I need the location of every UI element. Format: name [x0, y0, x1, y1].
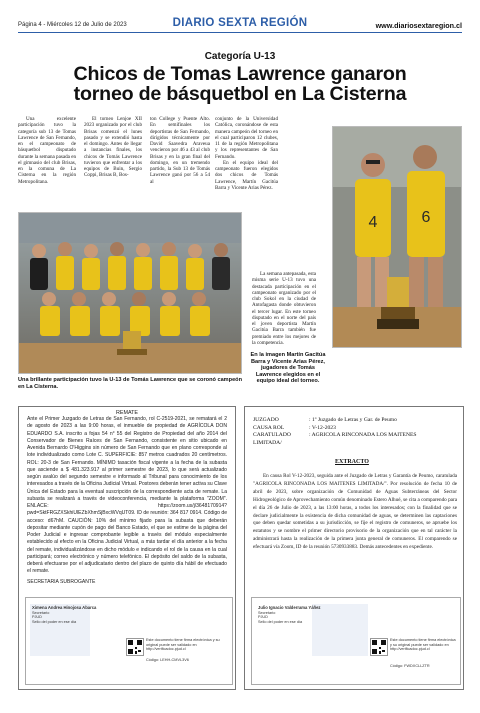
team-photo — [18, 212, 242, 374]
extracto-verify-text: Este documento tiene firma electrónica y su original puede ser validado en http://verificadoc.pjud.cl — [390, 638, 456, 652]
article-column-3: ton College y Puente Alto. En semifinales los deportistas de San Fernando, dirigidos técnicamente por David Saavedra Araveua vencieron por 46 a 43 al club Brisas y en la gran final del domingo, en un tremendo partido, la Sub 13 de Tomás Lawrence ganó por 56 a 54 al — [150, 116, 210, 185]
extracto-body: En causa Rol V-12-2023, seguida ante el Juzgado de Letras y Garantía de Peumo, caratulada "AGRICOLA RINCONADA LOS MAITENES LIMITADA/". Por resolución de fecha 10 de abril de 2023, sobre organización de Comunidad de Aguas Subterráneas del Sector Hidrogeológico de Aprovechamiento común denominado Estero Alhué, se cita a comparendo para el día 26 de Julio de 2023, a las 13:00 horas, a todos los interesados; con la finalidad que se declare judicialmente la existencia de dicha comunidad de aguas, se determinen las captaciones que deben quedar sometidas a su jurisdicción, se fije el registro de comuneros, se apruebe los estatutos y se nombre el primer directorio provisorio de la organización que en tal carácter la administrará hasta la realización de la primera junta general de comuneros. El comparendo se efectuará vía Zoom, ID de la reunión 5730933883. Demás antecedentes en expediente. — [253, 473, 457, 551]
article-column-2: El torneo Lenjoe XII 2023 organizado por el club Brisas comenzó el lunes pasado y se extendió hasta el domingo. Antes de llegar a instancias finales, los chicos de Tomás Lawrence tuvieron que enfrentar a los equipos de Buin, Sergio Coppi, Brisas B, Bos- — [84, 116, 142, 179]
article-column-5: La semana antepasada, esta misma serie U-13 tuvo una destacada participación en el campeonato organizado por el club Sokol en la ciudad de Antofagasta donde obtuvieron el tercer lugar. En este torneo disputado en el norte del país el joven deportista Martín Gacitúa Barra también fue premiado entre los mejores de la competencia. — [252, 271, 317, 346]
article-column-1: Una excelente participación tuvo la categoría sub 13 de Tomas Lawrence de San Fernando, en el campeonato de básquetbol disputado durante la semana pasada en el gimnasio del club Brisas, en la comuna de La Cisterna en la región Metropolitana. — [18, 116, 76, 185]
remate-code: Código: LEHH-CMVL3V6 — [146, 658, 189, 662]
remate-signer: Ximena Andrea Hinojosa Abarca Secretario PJUD Sello del poder en ese día — [32, 605, 97, 624]
players-photo-caption: En la imagen Martín Gacitúa Barra y Vicente Arias Pérez, jugadores de Tomás Lawrence elegidos en el equipo ideal del torneo. — [250, 352, 326, 385]
masthead: DIARIO SEXTA REGIÓN — [172, 17, 308, 29]
remate-signature-block — [25, 597, 233, 685]
extracto-title: EXTRACTO — [335, 459, 369, 465]
extracto-values: : 1º Juzgado de Letras y Gar. de Peumo : V-12-2023 : AGRICOLA RINCONADA LOS MAITENES — [309, 417, 417, 438]
header-rule — [18, 32, 462, 33]
headline-line-1: Chicos de Tomas Lawrence ganaron — [73, 63, 407, 85]
extracto-signer: Julio Ignacio Valderrama Yáñez Secretario PJUD Sello del poder en ese día — [258, 605, 321, 624]
headline-line-2: torneo de básquetbol en La Cisterna — [73, 83, 407, 105]
website[interactable]: www.diariosextaregion.cl — [375, 21, 462, 30]
extracto-code: Código: FWDXCLLZTR — [390, 664, 430, 668]
extracto-notice — [244, 406, 464, 690]
svg-text:4: 4 — [368, 214, 378, 231]
remate-footer: SECRETARIA SUBROGANTE — [27, 578, 96, 585]
extracto-signature-block — [251, 597, 461, 685]
remate-body: Ante el Primer Juzgado de Letras de San Fernando, rol C-2519-2021, se rematará el 2 de agosto de 2023 a las 9:00 horas, el inmueble de propiedad de AGRÍCOLA DON EDUARDO S.A. inscrito a fojas 54 n° 55 del Registro de Propiedad del año 2014 del Conservador de Bienes Raíces de San Fernando, consistente en sitio ubicado en Avenida Bernardo O'Higgins sin número de San Fernando que en plano corresponde al lote individualizado como Lote C. SUPERFICIE: 857 metros cuadrados 20 centímetros. ROL: 20-3 de San Fernando. MÍNIMO tasación fiscal vigente a la fecha de la subasta que asciende a $ 481.323.917 al primer semestre de 2023, lo que será actualizado según avalúo del segundo semestre e informado al Tribunal para conocimiento de los interesados a través de la Oficina Judicial Virtual. Postores deberán tener activa su Clave Única del Estado para la eventual suscripción de la correspondiente acta de remate. La subasta se realizará a través de videoconferencia, mediante la plataforma "ZOOM". ENLACE: https://zoom.us/j/3648170914?pwd=SktFRGZXSkhiUlEZbXhmSjBxcWVqUT09. ID de reunión: 364 817 0914. Código de acceso: d67hM. CAUCIÓN: 10% del mínimo fijado para la subasta que deberán depositar mediante cupón de pago del Banco Estado, el que se estime de la página del Poder Judicial e ingresar comprobante legible a través del módulo especialmente establecido al efecto en la Oficina Judicial Virtual, a más tardar el día anterior a la fecha del remate, individualizándose en dicho módulo e indicando el rol de la causa en la cual participará; correo electrónico y número telefónico. El depósito del saldo de la subasta, deberá efectuarse por el adjudicatario dentro del plazo de quinto día hábil de efectuado el remate. — [27, 416, 227, 575]
article-category: Categoría U-13 — [204, 51, 276, 62]
qr-code-icon — [370, 638, 388, 656]
article-headline — [14, 64, 466, 104]
extracto-labels: JUZGADO CAUSA ROL CARATULADO LIMITADA/ — [253, 417, 291, 446]
players-photo — [332, 126, 462, 348]
remate-notice — [18, 406, 236, 690]
page-date: Página 4 - Miércoles 12 de Julio de 2023 — [18, 22, 127, 28]
remate-verify-text: Este documento tiene firma electrónica y su original puede ser validado en http://verificadoc.pjud.cl — [146, 638, 220, 652]
svg-text:6: 6 — [421, 209, 431, 226]
qr-code-icon — [126, 638, 144, 656]
team-photo-caption: Una brillante participación tuvo la U-13 de Tomás Lawrence que se coronó campeón en La Cisterna. — [18, 377, 243, 390]
article-column-4: conjunto de la Universidad Católica, coronándose de esta manera campeón del torneo en el cual participaron 12 clubes, 11 de la región Metropolitana y los representantes de San Fernando. En el equipo ideal del campeonato fueron elegidos dos chicos de Tomás Lawrence, Martín Gacitúa Barra y Vicente Arias Pérez. — [215, 116, 278, 191]
remate-title: REMATE — [115, 410, 139, 416]
